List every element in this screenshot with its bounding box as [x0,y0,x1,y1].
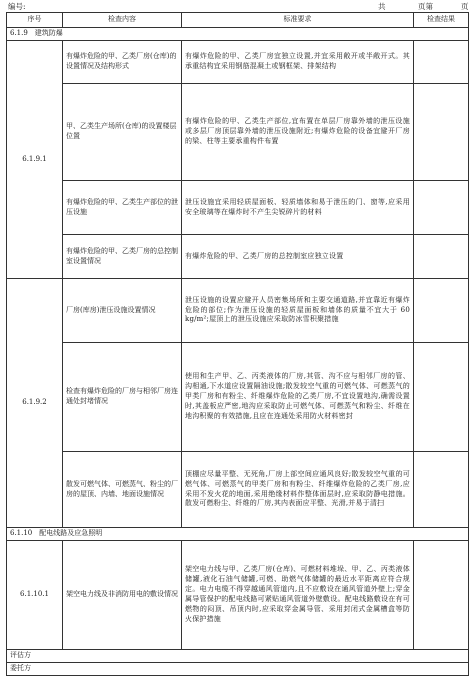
item-number: 6.1.10.1 [7,541,63,650]
current-page-label: 页第 [418,2,433,11]
check-content: 架空电力线及非消防用电的敷设情况 [63,541,182,650]
standard-requirement: 泄压设施的设置应避开人员密集场所和主要交通道路,并宜靠近有爆炸危险的部位;作为泄压设施的轻质屋面板和墙体的质量不宜大于 60 kg/m²;屋顶上的泄压设施应采取防冰雪积聚措施 [182,279,414,343]
section-title: 6.1.10 配电线路及应急照明 [7,528,469,541]
check-content: 散发可燃气体、可燃蒸气、粉尘的厂房的屋顶、内墙、地面设施情况 [63,452,182,528]
check-result [414,41,469,84]
check-content: 甲、乙类生产场所(仓库)的设置楼层位置 [63,84,182,181]
page-header [0,0,474,12]
section-row [7,528,469,541]
document-number-label: 编号: [8,2,26,11]
table-row [7,41,469,84]
check-result [414,235,469,279]
check-result [414,84,469,181]
table-row [7,279,469,343]
table-header-row [7,13,469,28]
column-header-requirement: 标准要求 [182,13,414,28]
standard-requirement: 有爆炸危险的甲、乙类厂房的总控制室应独立设置 [182,235,414,279]
standard-requirement: 有爆炸危险的甲、乙类厂房宜独立设置,并宜采用敞开或半敞开式。其承重结构宜采用钢筋混凝土或钢框架、排架结构 [182,41,414,84]
table-row [7,452,469,528]
table-row [7,343,469,452]
table-row [7,181,469,235]
page-suffix-label: 页 [461,2,469,11]
standard-requirement: 顶棚应尽量平整、无死角,厂房上部空间应通风良好;散发较空气重的可燃气体、可燃蒸气的甲类厂房和有粉尘、纤维爆炸危险的乙类厂房,应采用不发火花的地面,采用绝缘材料作整体面层时,应采取防静电措施。散发可燃粉尘、纤维的厂房,其内表面应平整、光滑,并易于清扫 [182,452,414,528]
check-content: 有爆炸危险的甲、乙类厂房(仓库)的设置情况及结构形式 [63,41,182,84]
table-row [7,235,469,279]
total-pages-label: 共 [378,2,386,11]
assessor-label: 评估方 [7,650,469,663]
check-result [414,343,469,452]
section-title: 6.1.9 建筑防爆 [7,28,469,41]
check-content: 有爆炸危险的甲、乙类生产部位的泄压设施 [63,181,182,235]
check-result [414,541,469,650]
column-header-result: 检查结果 [414,13,469,28]
standard-requirement: 有爆炸危险的甲、乙类生产部位,宜布置在单层厂房靠外墙的泄压设施或多层厂房顶层靠外墙的泄压设施附近;有爆炸危险的设备宜避开厂房的梁、柱等主要承重构件布置 [182,84,414,181]
section-row [7,28,469,41]
column-header-content: 检查内容 [63,13,182,28]
check-content: 有爆炸危险的甲、乙类厂房的总控制室设置情况 [63,235,182,279]
check-result [414,279,469,343]
item-number: 6.1.9.1 [7,41,63,279]
client-label: 委托方 [7,663,469,676]
standard-requirement: 使用和生产甲、乙、丙类液体的厂房,其管、沟不应与相邻厂房的管、沟相通,下水道应设置隔油设施;散发较空气重的可燃气体、可燃蒸气的甲类厂房和有粉尘、纤维爆炸危险的乙类厂房,不宜设置地沟,确需设置时,其盖板应严密,地沟应采取防止可燃气体、可燃蒸气和粉尘、纤维在地沟积聚的有效措施,且应在连通处采用防火材料密封 [182,343,414,452]
standard-requirement: 泄压设施宜采用轻质屋面板、轻质墙体和易于泄压的门、窗等,应采用安全玻璃等在爆炸时不产生尖锐碎片的材料 [182,181,414,235]
column-header-number: 序号 [7,13,63,28]
inspection-table [6,12,469,676]
signature-row-assessor [7,650,469,663]
check-result [414,452,469,528]
item-number: 6.1.9.2 [7,279,63,528]
standard-requirement: 架空电力线与甲、乙类厂房(仓库)、可燃材料堆垛、甲、乙、丙类液体储罐,液化石油气储罐,可燃、助燃气体储罐的最近水平距离应符合规定。电力电缆不得穿越通风管道内,且不应敷设在通风管道外壁上;穿金属导管保护的配电线路可紧贴通风管道外壁敷设。配电线路敷设在有可燃物的闷顶、吊顶内时,应采取穿金属导管、采用封闭式金属槽盒等防火保护措施 [182,541,414,650]
check-content: 检查有爆炸危险的厂房与相邻厂房连通处封堵情况 [63,343,182,452]
check-content: 厂房(库房)泄压设施设置情况 [63,279,182,343]
table-row [7,84,469,181]
table-row [7,541,469,650]
signature-row-client [7,663,469,676]
check-result [414,181,469,235]
